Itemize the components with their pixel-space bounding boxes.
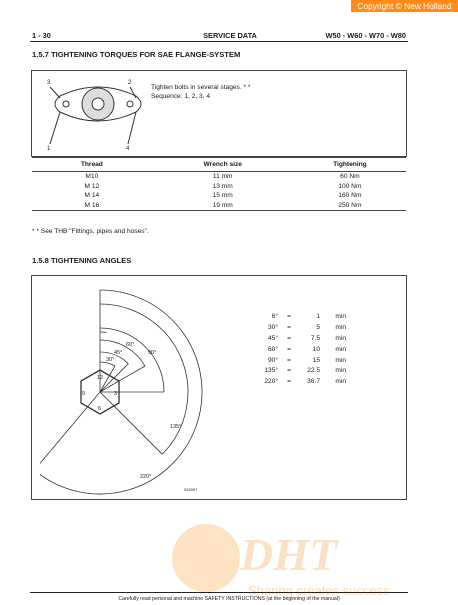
- cell-wrench: 15 mm: [212, 192, 233, 199]
- copyright-badge: Copyright © New Holland: [351, 0, 458, 12]
- leader-4: [128, 112, 136, 144]
- flange-label-4: 4: [126, 146, 130, 152]
- footer-rule: [30, 592, 408, 593]
- bolt-hole-right: [127, 101, 133, 107]
- watermark-circle: [172, 524, 240, 592]
- angle-equals: =: [287, 378, 291, 386]
- angle-minutes: 10: [312, 345, 320, 353]
- angle-minutes: 15: [312, 356, 320, 364]
- cell-wrench: 11 mm: [212, 173, 233, 180]
- angle-row: [250, 356, 346, 367]
- cell-torque: 100 Nm: [338, 182, 362, 190]
- ray-135: [100, 392, 162, 454]
- angle-row: [250, 323, 346, 334]
- footer-safety-note: Carefully read personal and machine SAFETY INSTRUCTIONS (at the beginning of the manual): [118, 596, 340, 602]
- angle-unit: min: [335, 356, 346, 364]
- label-220: 220°: [140, 474, 152, 480]
- angle-degrees: 60°: [268, 345, 278, 353]
- angle-degrees: 45°: [268, 334, 278, 342]
- angle-diagram: [40, 282, 240, 497]
- header-models: W50 - W60 - W70 - W80: [325, 31, 406, 40]
- cell-thread: M 12: [84, 182, 100, 190]
- header-section: SERVICE DATA: [203, 31, 257, 40]
- hex-label-9: 9: [82, 391, 86, 397]
- table-header-row: [32, 158, 406, 172]
- angle-minutes: 5: [316, 323, 320, 331]
- section-title-157: 1.5.7 TIGHTENING TORQUES FOR SAE FLANGE-SYSTEM: [32, 50, 241, 59]
- angle-minutes: 22.5: [307, 367, 320, 375]
- angle-equals: =: [287, 367, 291, 375]
- angle-equals: =: [287, 345, 291, 353]
- table-row: [32, 201, 406, 211]
- flange-drawing: [36, 74, 146, 154]
- angle-row: [250, 334, 346, 345]
- angle-degrees: 30°: [268, 323, 278, 331]
- cell-thread: M10: [85, 173, 99, 180]
- header-rule: [30, 41, 408, 42]
- leader-1: [50, 112, 60, 144]
- cell-thread: M 14: [84, 192, 100, 199]
- angle-equals: =: [287, 313, 291, 320]
- table-row: [32, 172, 406, 182]
- table-row: [32, 182, 406, 192]
- cell-wrench: 19 mm: [152, 201, 294, 211]
- angle-unit: min: [335, 367, 346, 375]
- angle-unit: min: [335, 378, 346, 386]
- leader-2: [130, 87, 136, 98]
- angle-degrees: 6°: [271, 313, 278, 320]
- watermark-logo: DHT: [240, 529, 338, 580]
- cell-torque: 60 Nm: [340, 173, 360, 180]
- instruction-stages: Tighten bolts in several stages. * *: [151, 84, 251, 91]
- angle-unit: min: [335, 345, 346, 353]
- hex-label-3: 3: [114, 391, 118, 397]
- cell-wrench: 13 mm: [212, 182, 233, 190]
- page-number: 1 - 30: [32, 31, 51, 40]
- col-wrench-size: Wrench size: [152, 158, 294, 172]
- angle-minutes: 1: [316, 313, 320, 320]
- figure-code: 033397: [184, 487, 198, 492]
- col-tightening: Tightening: [294, 158, 406, 172]
- angle-degrees: 90°: [268, 356, 278, 364]
- angle-equals: =: [287, 323, 291, 331]
- angle-unit: min: [335, 334, 346, 342]
- angle-degrees: 220°: [264, 378, 278, 386]
- angle-row: [250, 366, 346, 377]
- label-45: 45°: [114, 350, 123, 356]
- hex-label-12: 12: [97, 375, 104, 381]
- col-thread: Thread: [32, 158, 152, 172]
- flange-label-1: 1: [47, 146, 51, 152]
- hex-label-6: 6: [98, 406, 102, 412]
- angle-equals: =: [287, 356, 291, 364]
- label-30: 30°: [106, 357, 115, 363]
- angle-row: [250, 345, 346, 356]
- angle-minutes: 7.5: [310, 334, 320, 342]
- cell-torque: 250 Nm: [294, 201, 406, 211]
- watermark-slogan: Sharing creates success: [248, 583, 390, 598]
- angle-row: [250, 312, 346, 323]
- table-row: [32, 191, 406, 201]
- torque-table: [32, 157, 406, 211]
- footnote: * * See THB "Fittings, pipes and hoses".: [32, 228, 149, 235]
- angle-minutes: 36.7: [307, 378, 320, 386]
- angle-unit: min: [335, 323, 346, 331]
- instruction-sequence: Sequence: 1, 2, 3, 4: [151, 93, 211, 100]
- bolt-hole-left: [63, 101, 69, 107]
- cell-thread: M 16: [32, 201, 152, 211]
- flange-label-3: 3: [47, 80, 51, 86]
- flange-label-2: 2: [128, 80, 132, 86]
- leader-3: [50, 87, 60, 98]
- angle-degrees: 135°: [264, 367, 278, 375]
- label-135: 135°: [170, 424, 182, 430]
- label-60: 60°: [126, 342, 135, 348]
- cell-torque: 160 Nm: [338, 192, 362, 199]
- flange-bore: [92, 98, 104, 110]
- label-90: 90°: [148, 350, 157, 356]
- angle-unit: min: [335, 313, 346, 320]
- angle-row: [250, 377, 346, 388]
- ray-220: [40, 392, 100, 470]
- angle-conversion-list: [250, 312, 346, 388]
- section-title-158: 1.5.8 TIGHTENING ANGLES: [32, 256, 132, 265]
- angle-equals: =: [287, 334, 291, 342]
